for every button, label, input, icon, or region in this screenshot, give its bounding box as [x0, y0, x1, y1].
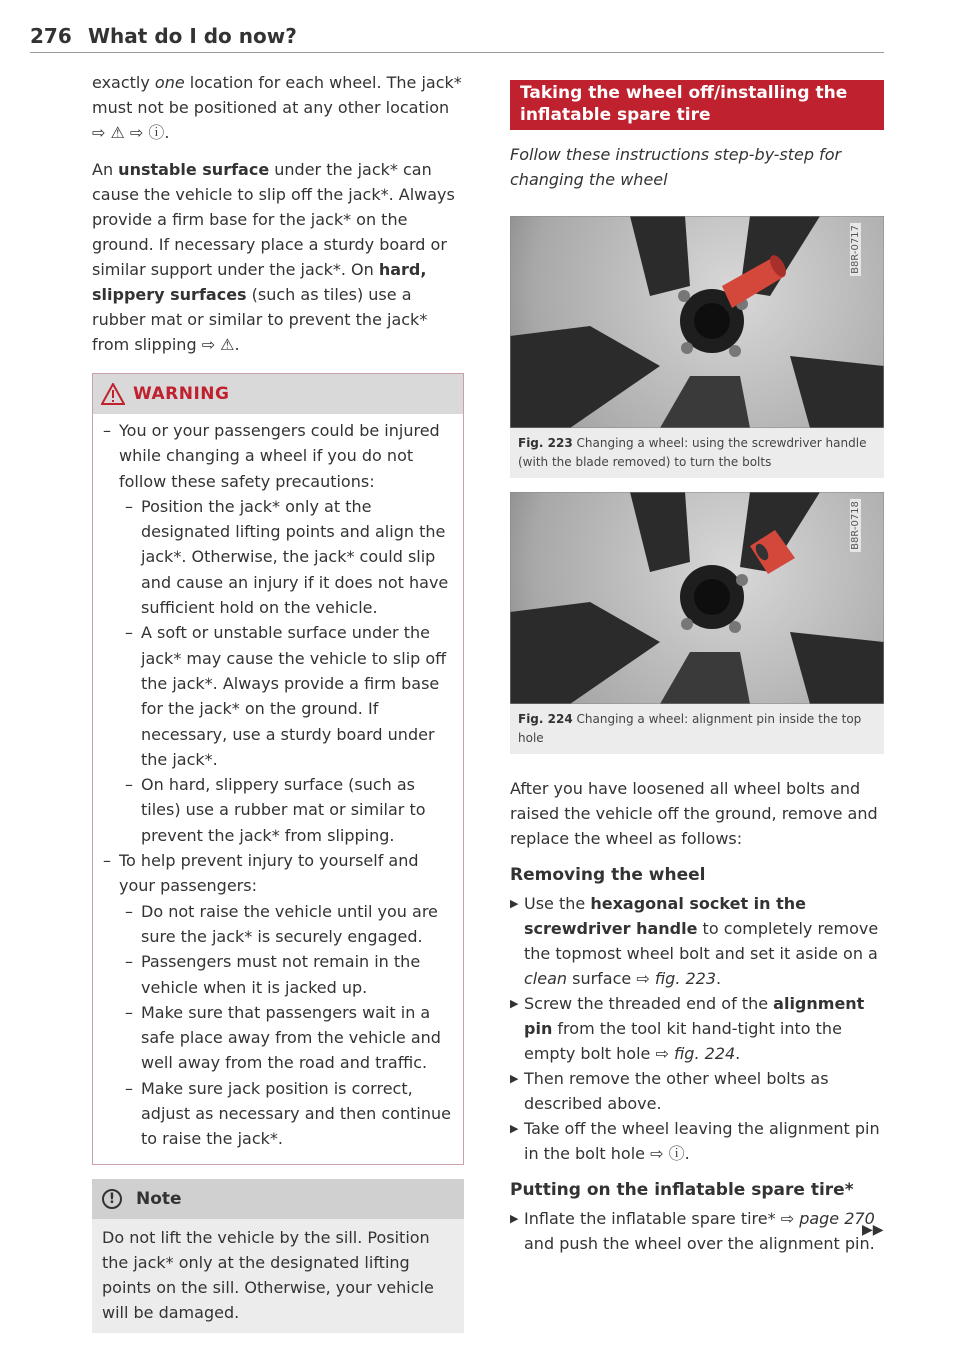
page-header [30, 22, 884, 53]
warning-item: – To help prevent injury to yourself and your passengers: [103, 851, 419, 896]
left-column [92, 70, 464, 1333]
warning-list [93, 414, 463, 1164]
wheel-photo-alignment-pin [510, 492, 884, 704]
warning-subitem: – Do not raise the vehicle until you are sure the jack* is securely engaged. [125, 901, 438, 946]
warning-header [93, 374, 463, 414]
subheading-putting-on: Putting on the inflatable spare tire* [510, 1180, 854, 1200]
step-item: ▶ Take off the wheel leaving the alignment pin in the bolt hole ⇨ ⓘ. [510, 1116, 884, 1166]
step-item: ▶ Use the hexagonal socket in the screwdriver handle to completely remove the topmost wheel bolt and set it aside on a clean surface ⇨ fig. 223. [510, 891, 884, 991]
note-box [92, 1179, 464, 1333]
warning-subitem: – On hard, slippery surface (such as tiles) use a rubber mat or similar to prevent the jack* from slipping. [125, 775, 426, 845]
step-item: ▶ Then remove the other wheel bolts as described above. [510, 1066, 884, 1116]
warning-subitem: – Make sure that passengers wait in a safe place away from the vehicle and well away from the road and traffic. [125, 1002, 441, 1073]
warning-subitem: – Make sure jack position is correct, adjust as necessary and then continue to raise the jack*. [125, 1078, 451, 1149]
step-item: ▶ Inflate the inflatable spare tire* ⇨ page 270 and push the wheel over the alignment pin. [510, 1206, 884, 1256]
warning-subitem: – Passengers must not remain in the vehicle when it is jacked up. [125, 952, 421, 997]
warning-subitem: – Position the jack* only at the designated lifting points and align the jack*. Otherwise, the jack* could slip and cause an injury if it does not have sufficient hold on the vehicle. [125, 496, 449, 618]
subheading-removing: Removing the wheel [510, 865, 706, 885]
note-text: Do not lift the vehicle by the sill. Position the jack* only at the designated lifting points on the sill. Otherwise, your vehicle will be damaged. [102, 1227, 434, 1322]
section-title: Taking the wheel off/installing the inflatable spare tire [510, 80, 884, 130]
wheel-photo-screwdriver [510, 216, 884, 428]
bullet-triangle-icon: ▶ [510, 1122, 519, 1135]
figure-224 [510, 492, 884, 754]
section-intro: Follow these instructions step-by-step for changing the wheel [510, 145, 842, 189]
bullet-triangle-icon: ▶ [510, 997, 519, 1010]
figure-code: B8R-0718 [850, 501, 862, 550]
figure-code: B8R-0717 [850, 225, 862, 274]
bullet-triangle-icon: ▶ [510, 897, 519, 910]
page-title: What do I do now? [88, 24, 297, 48]
note-icon: ! [102, 1189, 122, 1209]
warning-title: WARNING [133, 384, 230, 404]
note-header [92, 1179, 464, 1219]
warning-box [92, 373, 464, 1165]
paragraph-jack-location: exactly one location for each wheel. The jack* must not be positioned at any other location ⇨ ⚠ ⇨ ⓘ. [92, 73, 462, 142]
warning-subitem: – A soft or unstable surface under the jack* may cause the vehicle to slip off the jack*. Always provide a firm base for the jack* on the ground. If necessary, use a sturdy board under the jack*. [125, 623, 447, 769]
figure-caption: Fig. 224 Changing a wheel: alignment pin inside the top hole [518, 712, 862, 745]
continue-arrow-icon: ▶▶ [862, 1222, 884, 1238]
step-item: ▶ Screw the threaded end of the alignment pin from the tool kit hand-tight into the empty bolt hole ⇨ fig. 224. [510, 991, 884, 1066]
note-title: Note [136, 1188, 182, 1209]
figure-caption: Fig. 223 Changing a wheel: using the screwdriver handle (with the blade removed) to turn the bolts [518, 436, 867, 469]
bullet-triangle-icon: ▶ [510, 1212, 519, 1225]
bullet-triangle-icon: ▶ [510, 1072, 519, 1085]
paragraph-unstable-surface: An unstable surface under the jack* can cause the vehicle to slip off the jack*. Always provide a firm base for the jack* on the ground. If necessary place a sturdy board or similar support under the jack*. On hard, slippery surfaces (such as tiles) use a rubber mat or similar to prevent the jack* from slipping ⇨ ⚠. [92, 160, 455, 354]
warning-icon [101, 383, 125, 405]
warning-item: – You or your passengers could be injured while changing a wheel if you do not follow these safety precautions: [103, 421, 440, 491]
page-number: 276 [30, 24, 72, 48]
right-column [510, 80, 884, 1256]
figure-223 [510, 216, 884, 478]
paragraph-after-loosen: After you have loosened all wheel bolts and raised the vehicle off the ground, remove and replace the wheel as follows: [510, 779, 878, 848]
